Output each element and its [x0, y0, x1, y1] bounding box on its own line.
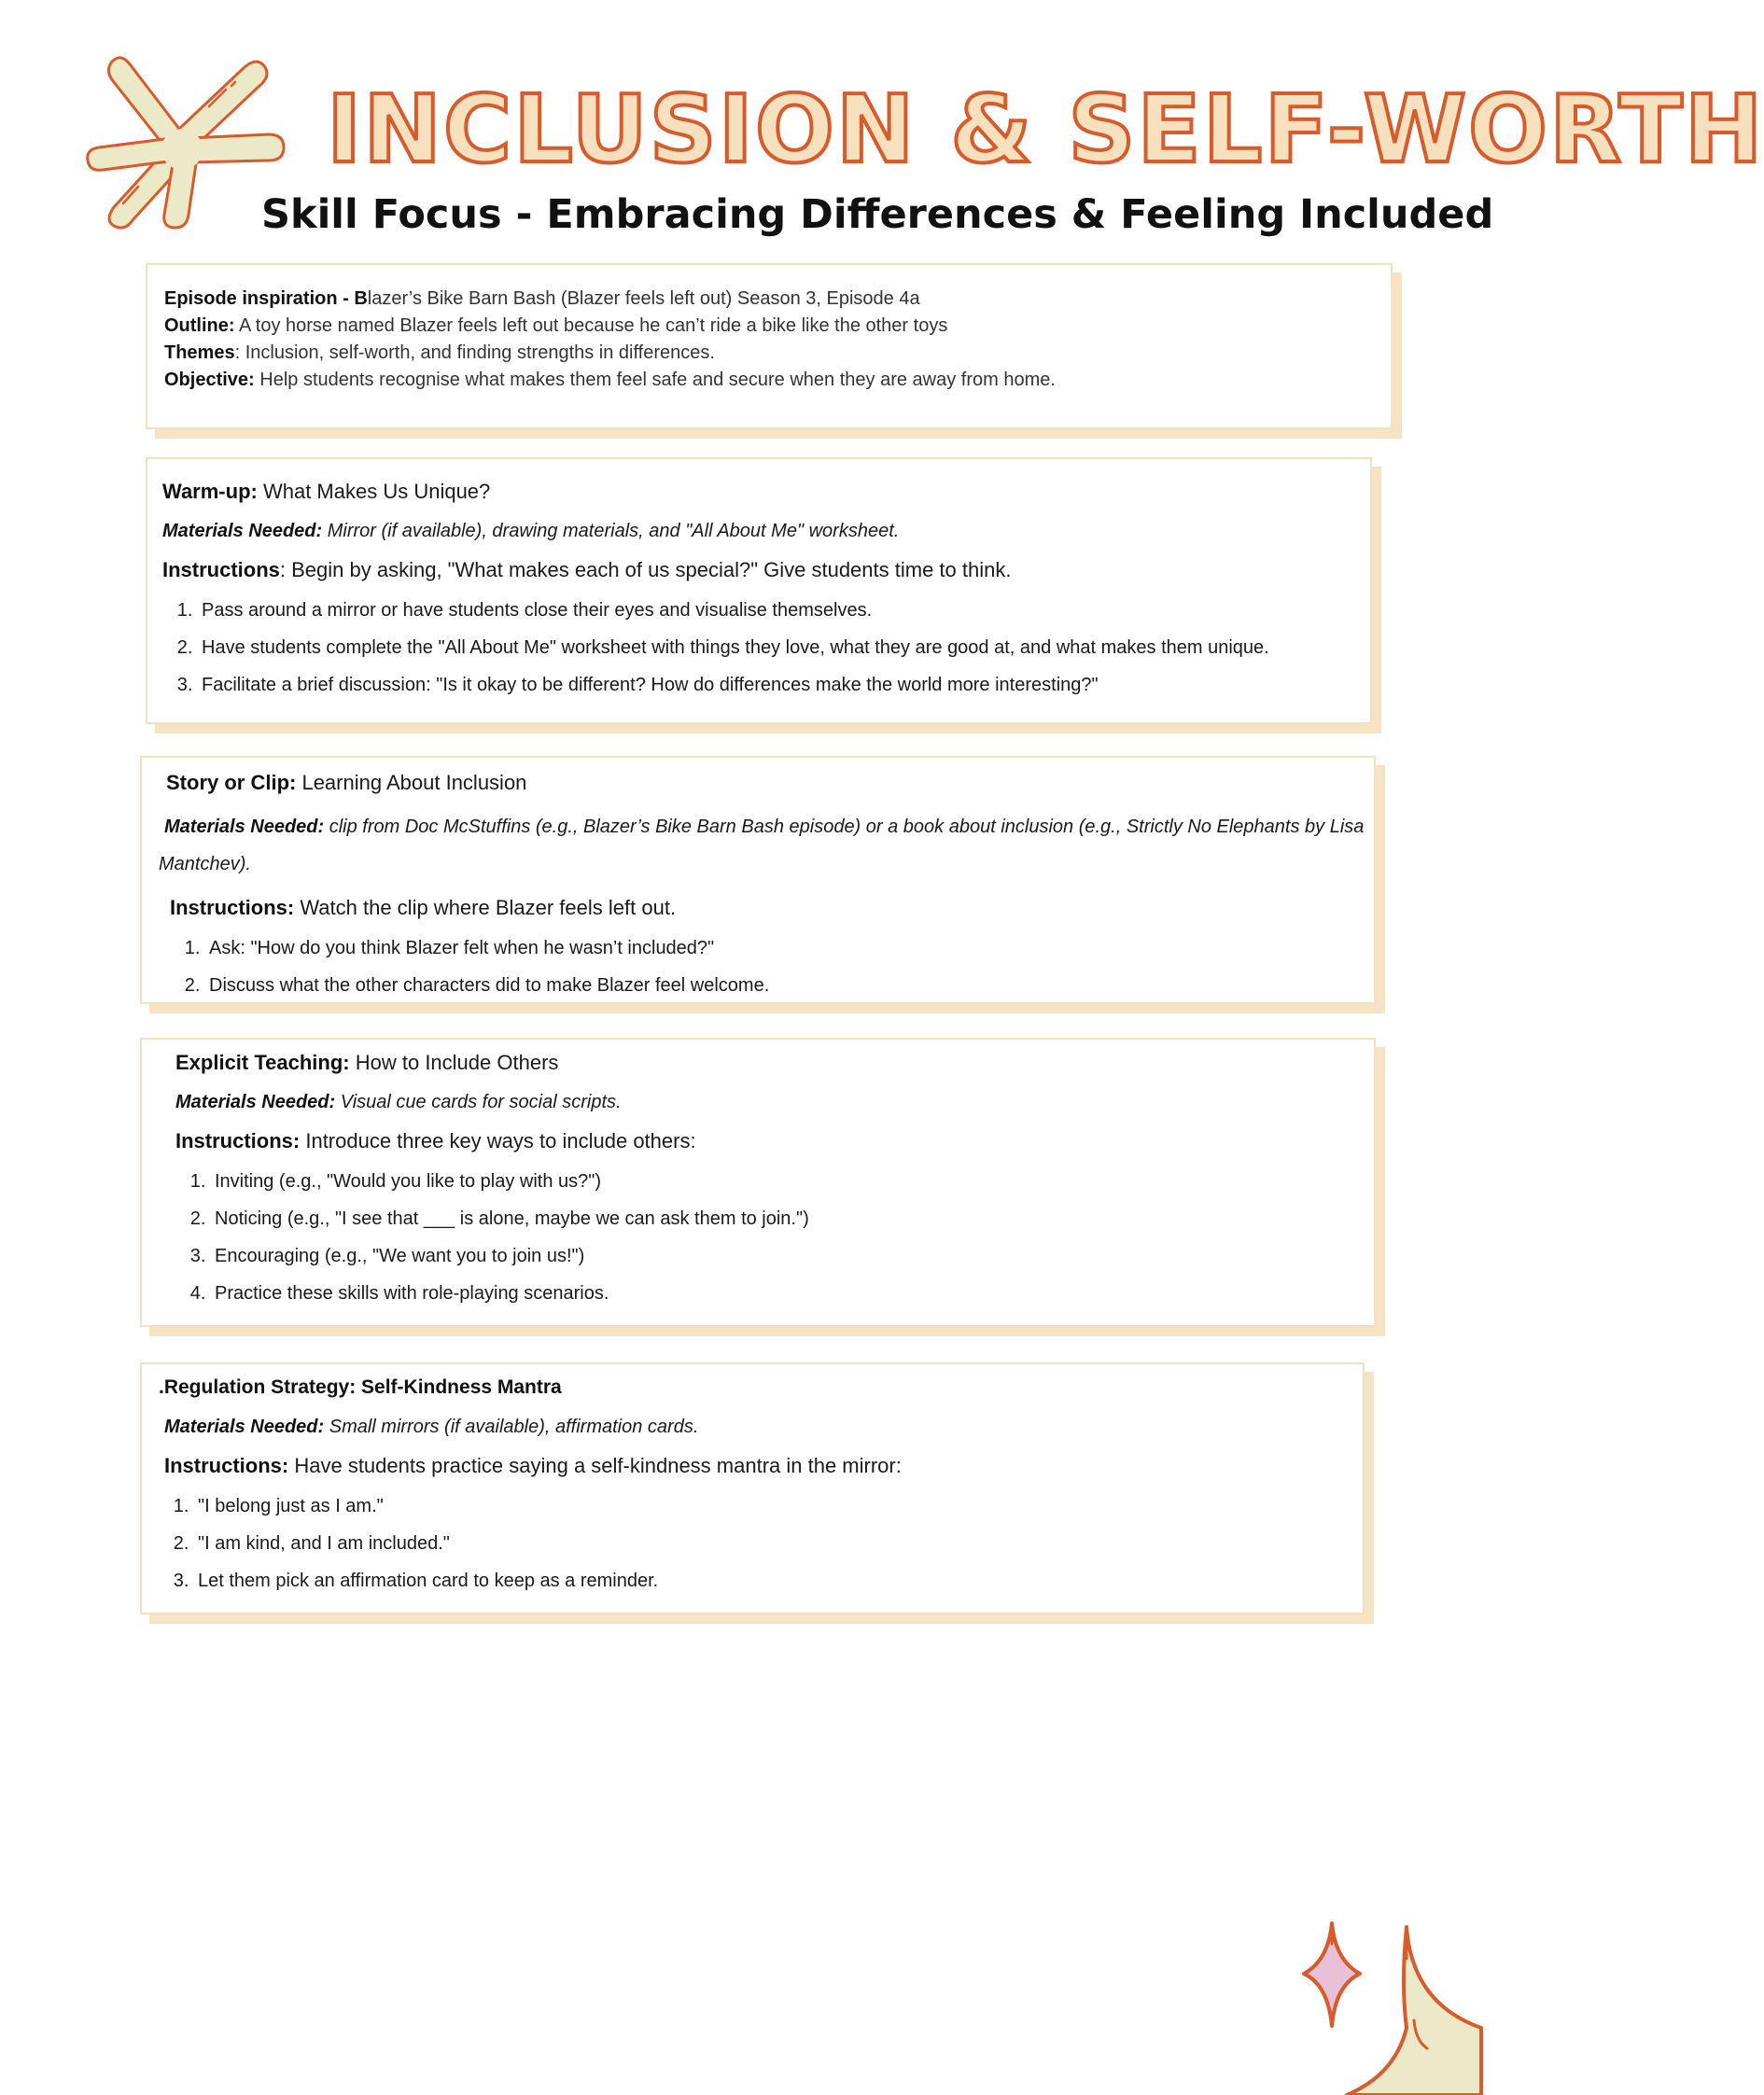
explicit-instructions-label: Instructions:: [175, 1129, 301, 1152]
outline-label: Outline:: [164, 315, 235, 336]
story-card: [140, 756, 1376, 1004]
explicit-label: Explicit Teaching:: [175, 1051, 350, 1074]
themes-text: : Inclusion, self-worth, and finding strengths in differences.: [234, 342, 715, 363]
warmup-heading: [162, 478, 1355, 506]
asterisk-star-icon: [86, 54, 284, 228]
story-materials-label: Materials Needed:: [164, 817, 325, 837]
warmup-instructions-text: : Begin by asking, "What makes each of us special?" Give students time to think.: [279, 558, 1012, 581]
themes-label: Themes: [164, 342, 235, 363]
list-item: 1. Pass around a mirror or have students close their eyes and visualise themselves.: [198, 592, 1355, 629]
story-instructions-text: Watch the clip where Blazer feels left out.: [294, 896, 677, 919]
list-item: 1. Ask: "How do you think Blazer felt when he wasn’t included?": [205, 929, 1368, 967]
list-item: 2. "I am kind, and I am included.": [194, 1525, 1348, 1562]
list-item: 1. Inviting (e.g., "Would you like to play with us?"): [211, 1163, 1359, 1200]
warmup-instructions-label: Instructions: [162, 558, 280, 581]
objective-line: [164, 367, 1374, 394]
episode-label: Episode inspiration - B: [164, 288, 368, 309]
warmup-materials-text: Mirror (if available), drawing materials, and "All About Me" worksheet.: [322, 521, 900, 541]
objective-text: Help students recognise what makes them feel safe and secure when they are away from home.: [254, 370, 1056, 390]
sparkle-stars-icon: [1267, 1918, 1481, 2095]
overview-card: [146, 263, 1393, 429]
story-instructions: [170, 894, 1368, 922]
explicit-materials-label: Materials Needed:: [175, 1092, 336, 1112]
story-heading: [166, 769, 1368, 797]
regulation-instructions: [164, 1452, 1348, 1480]
regulation-label: .Regulation Strategy: Self-Kindness Mantra: [159, 1376, 562, 1398]
warmup-materials-label: Materials Needed:: [162, 521, 323, 541]
warmup-card: [146, 457, 1372, 724]
story-materials-text: clip from Doc McStuffins (e.g., Blazer’s Bike Barn Bash episode) or a book about inclusion (e.g., Strictly No Elephants by Lisa Mantchev).: [159, 817, 1365, 874]
story-steps: [170, 929, 1368, 1004]
list-item: 2. Discuss what the other characters did to make Blazer feel welcome.: [205, 967, 1368, 1004]
objective-label: Objective:: [164, 370, 255, 390]
episode-text: lazer’s Bike Barn Bash (Blazer feels left out) Season 3, Episode 4a: [367, 288, 920, 309]
explicit-heading: [175, 1049, 1359, 1077]
list-item: 2. Noticing (e.g., "I see that ___ is alone, maybe we can ask them to join."): [211, 1200, 1359, 1237]
list-item: 3. Facilitate a brief discussion: "Is it okay to be different? How do differences make the world more interesting?": [198, 666, 1355, 704]
regulation-instructions-label: Instructions:: [164, 1454, 289, 1477]
story-text: Learning About Inclusion: [296, 771, 527, 794]
regulation-instructions-text: Have students practice saying a self-kindness mantra in the mirror:: [288, 1454, 902, 1477]
outline-line: [164, 313, 1374, 340]
warmup-steps: [162, 592, 1355, 704]
explicit-card: [140, 1038, 1376, 1327]
explicit-instructions-text: Introduce three key ways to include others:: [300, 1129, 696, 1152]
regulation-materials-label: Materials Needed:: [164, 1417, 325, 1437]
story-instructions-label: Instructions:: [170, 896, 295, 919]
explicit-materials: [175, 1088, 1359, 1116]
regulation-heading: [159, 1374, 1348, 1402]
story-materials: [159, 808, 1368, 883]
explicit-text: How to Include Others: [349, 1051, 559, 1074]
list-item: 3. Encouraging (e.g., "We want you to join us!"): [211, 1237, 1359, 1275]
episode-line: [164, 286, 1374, 313]
list-item: 1. "I belong just as I am.": [194, 1487, 1348, 1525]
themes-line: [164, 340, 1374, 367]
regulation-card: [140, 1362, 1365, 1614]
regulation-steps: [159, 1487, 1348, 1599]
regulation-materials: [164, 1413, 1348, 1441]
regulation-materials-text: Small mirrors (if available), affirmation cards.: [324, 1417, 699, 1437]
page-title: INCLUSION & SELF-WORTH: [327, 75, 1764, 184]
explicit-materials-text: Visual cue cards for social scripts.: [335, 1092, 622, 1112]
outline-text: A toy horse named Blazer feels left out because he can’t ride a bike like the other toys: [234, 315, 948, 336]
explicit-instructions: [175, 1127, 1359, 1155]
warmup-instructions: [162, 556, 1355, 584]
warmup-materials: [162, 517, 1355, 545]
page-subtitle: Skill Focus - Embracing Differences & Feeling Included: [261, 191, 1494, 238]
list-item: 2. Have students complete the "All About Me" worksheet with things they love, what they are good at, and what makes them unique.: [198, 629, 1355, 666]
story-label: Story or Clip:: [166, 771, 297, 794]
warmup-text: What Makes Us Unique?: [257, 480, 491, 503]
list-item: 3. Let them pick an affirmation card to keep as a reminder.: [194, 1562, 1348, 1599]
list-item: 4. Practice these skills with role-playing scenarios.: [211, 1275, 1359, 1312]
warmup-label: Warm-up:: [162, 480, 258, 503]
explicit-steps: [175, 1163, 1359, 1312]
